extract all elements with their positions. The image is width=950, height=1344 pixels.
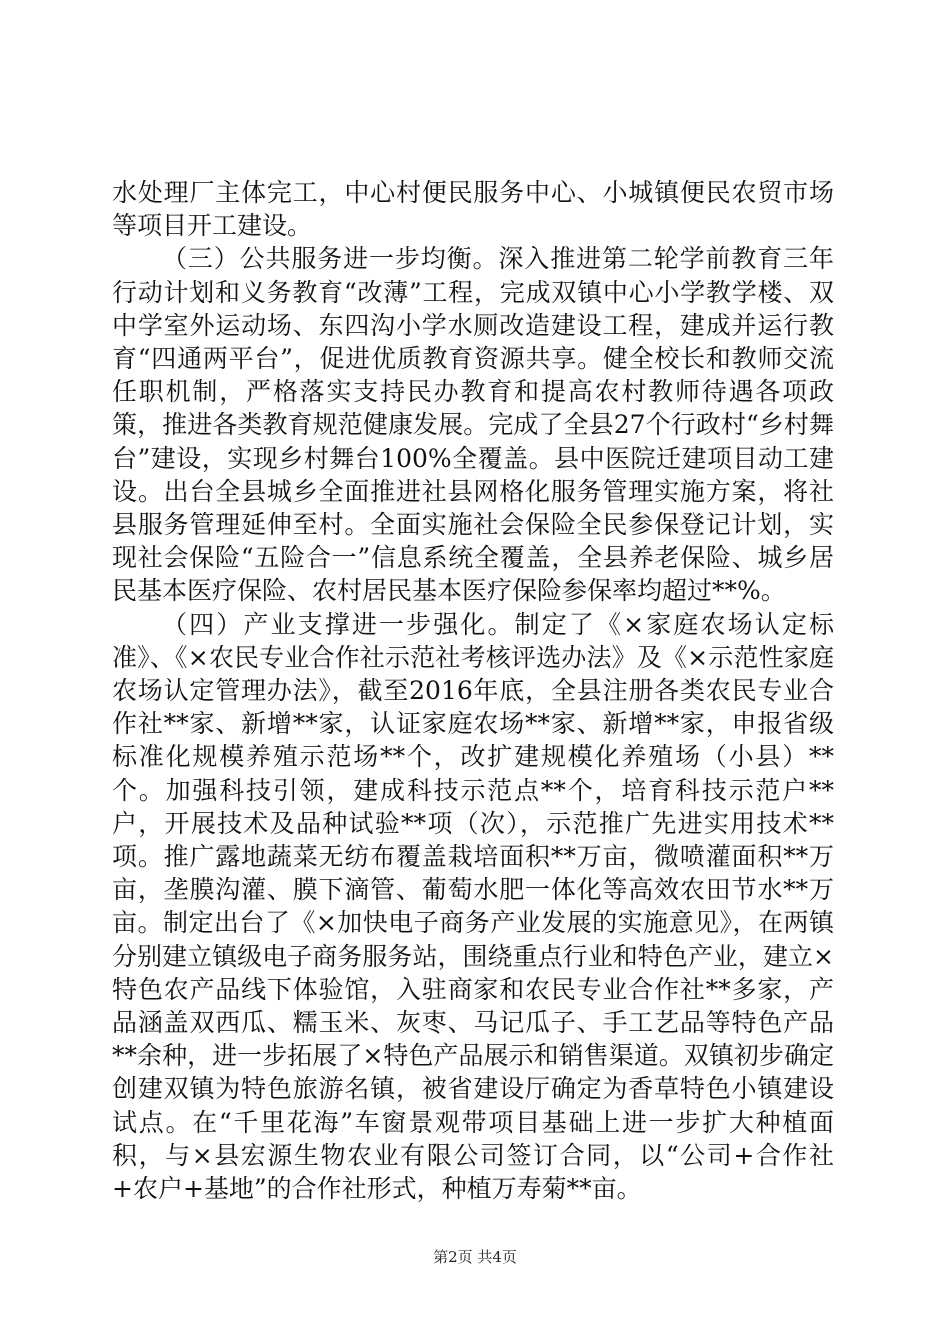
paragraph-industry-support: （四）产业支撑进一步强化。制定了《×家庭农场认定标准》、《×农民专业合作社示范社考核评选办法》及《×示范性家庭农场认定管理办法》，截至2016年底，全县注册各类农民专业合作社**家、新增**家，认证家庭农场**家、新增**家，申报省级标准化规模养殖示范场**个，改扩建规模化养殖场（小县）**个。加强科技引领，建成科技示范点**个，培育科技示范户**户，开展技术及品种试验**项（次），示范推广先进实用技术**项。推广露地蔬菜无纺布覆盖栽培面积**万亩，微喷灌面积**万亩，垄膜沟灌、膜下滴管、葡萄水肥一体化等高效农田节水**万亩。制定出台了《×加快电子商务产业发展的实施意见》，在两镇分别建立镇级电子商务服务站，围绕重点行业和特色产业，建立×特色农产品线下体验馆，入驻商家和农民专业合作社**多家，产品涵盖双西瓜、糯玉米、灰枣、马记瓜子、手工艺品等特色产品**余种，进一步拓展了×特色产品展示和销售渠道。双镇初步确定创建双镇为特色旅游名镇，被省建设厅确定为香草特色小镇建设试点。在“千里花海”车窗景观带项目基础上进一步扩大种植面积，与×县宏源生物农业有限公司签订合同，以“公司+合作社+农户+基地”的合作社形式，种植万寿菊**亩。 [112, 609, 834, 1204]
paragraph-continuation: 水处理厂主体完工，中心村便民服务中心、小城镇便民农贸市场等项目开工建设。 [112, 178, 834, 241]
document-body [112, 176, 834, 1205]
paragraph-public-services: （三）公共服务进一步均衡。深入推进第二轮学前教育三年行动计划和义务教育“改薄”工程，完成双镇中心小学教学楼、双中学室外运动场、东四沟小学水厕改造建设工程，建成并运行教育“四通两平台”，促进优质教育资源共享。健全校长和教师交流任职机制，严格落实支持民办教育和提高农村教师待遇各项政策，推进各类教育规范健康发展。完成了全县27个行政村“乡村舞台”建设，实现乡村舞台100%全覆盖。县中医院迁建项目动工建设。出台全县城乡全面推进社县网格化服务管理实施方案，将社县服务管理延伸至村。全面实施社会保险全民参保登记计划，实现社会保险“五险合一”信息系统全覆盖，全县养老保险、城乡居民基本医疗保险、农村居民基本医疗保险参保率均超过**%。 [112, 244, 834, 606]
page-footer: 第2页 共4页 [433, 1248, 517, 1266]
